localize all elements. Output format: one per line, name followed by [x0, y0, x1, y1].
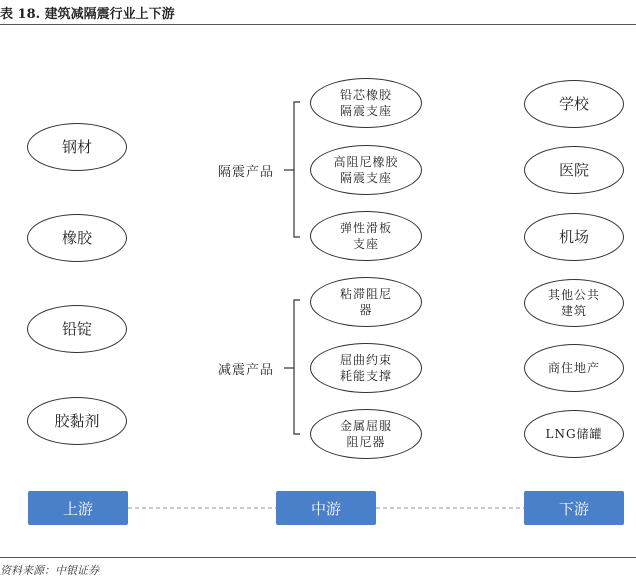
downstream-node-label: LNG储罐 — [545, 426, 603, 441]
group-label-isolation: 隔震产品 — [218, 165, 275, 180]
node-line: 屈曲约束 — [339, 352, 392, 367]
node-line: 隔震支座 — [339, 104, 392, 118]
midstream-node-metal-yield-damper — [310, 409, 422, 459]
node-line: 建筑 — [560, 304, 587, 318]
node-line: 高阻尼橡胶 — [333, 154, 399, 169]
node-line: 器 — [359, 303, 373, 317]
downstream-node-lng-tank — [524, 410, 624, 458]
midstream-node-high-damping-bearing — [310, 145, 422, 195]
upstream-node-lead — [27, 305, 127, 353]
figure-title: 表 18. 建筑减隔震行业上下游 — [0, 7, 175, 22]
downstream-node-public-buildings — [524, 279, 624, 327]
bracket-damping — [294, 300, 300, 434]
node-line: 耗能支撑 — [339, 369, 392, 383]
downstream-node-airport — [524, 213, 624, 261]
bottom-rule — [0, 557, 636, 558]
node-line: 阻尼器 — [346, 435, 386, 449]
node-line: 隔震支座 — [339, 171, 392, 185]
upstream-node-adhesive — [27, 397, 127, 445]
node-line: 金属屈服 — [339, 418, 392, 433]
downstream-node-hospital — [524, 146, 624, 194]
midstream-node-buckling-brace — [310, 343, 422, 393]
midstream-node-lead-rubber-bearing — [310, 78, 422, 128]
downstream-node-label: 商住地产 — [547, 360, 600, 375]
downstream-node-real-estate — [524, 344, 624, 392]
downstream-node-label: 医院 — [558, 160, 589, 179]
downstream-node-school — [524, 80, 624, 128]
node-line: 弹性滑板 — [339, 220, 392, 235]
source-note: 资料来源：中银证券 — [0, 564, 99, 577]
downstream-node-label: 学校 — [558, 94, 589, 113]
midstream-node-viscous-damper — [310, 277, 422, 327]
node-line: 其他公共 — [547, 287, 600, 302]
stage-downstream: 下游 — [524, 491, 624, 525]
downstream-node-label: 机场 — [558, 227, 589, 246]
upstream-node-steel — [27, 123, 127, 171]
node-line: 支座 — [352, 237, 379, 251]
upstream-node-label: 胶黏剂 — [54, 411, 100, 430]
upstream-node-label: 橡胶 — [61, 228, 92, 247]
group-label-damping: 减震产品 — [218, 363, 275, 378]
upstream-node-rubber — [27, 214, 127, 262]
stage-midstream: 中游 — [276, 491, 376, 525]
upstream-node-label: 钢材 — [61, 137, 92, 156]
node-line: 粘滞阻尼 — [339, 286, 392, 301]
bracket-isolation — [294, 102, 300, 237]
midstream-node-elastic-slide-bearing — [310, 211, 422, 261]
stage-upstream: 上游 — [28, 491, 128, 525]
upstream-node-label: 铅锭 — [61, 319, 92, 338]
node-line: 铅芯橡胶 — [339, 87, 392, 102]
